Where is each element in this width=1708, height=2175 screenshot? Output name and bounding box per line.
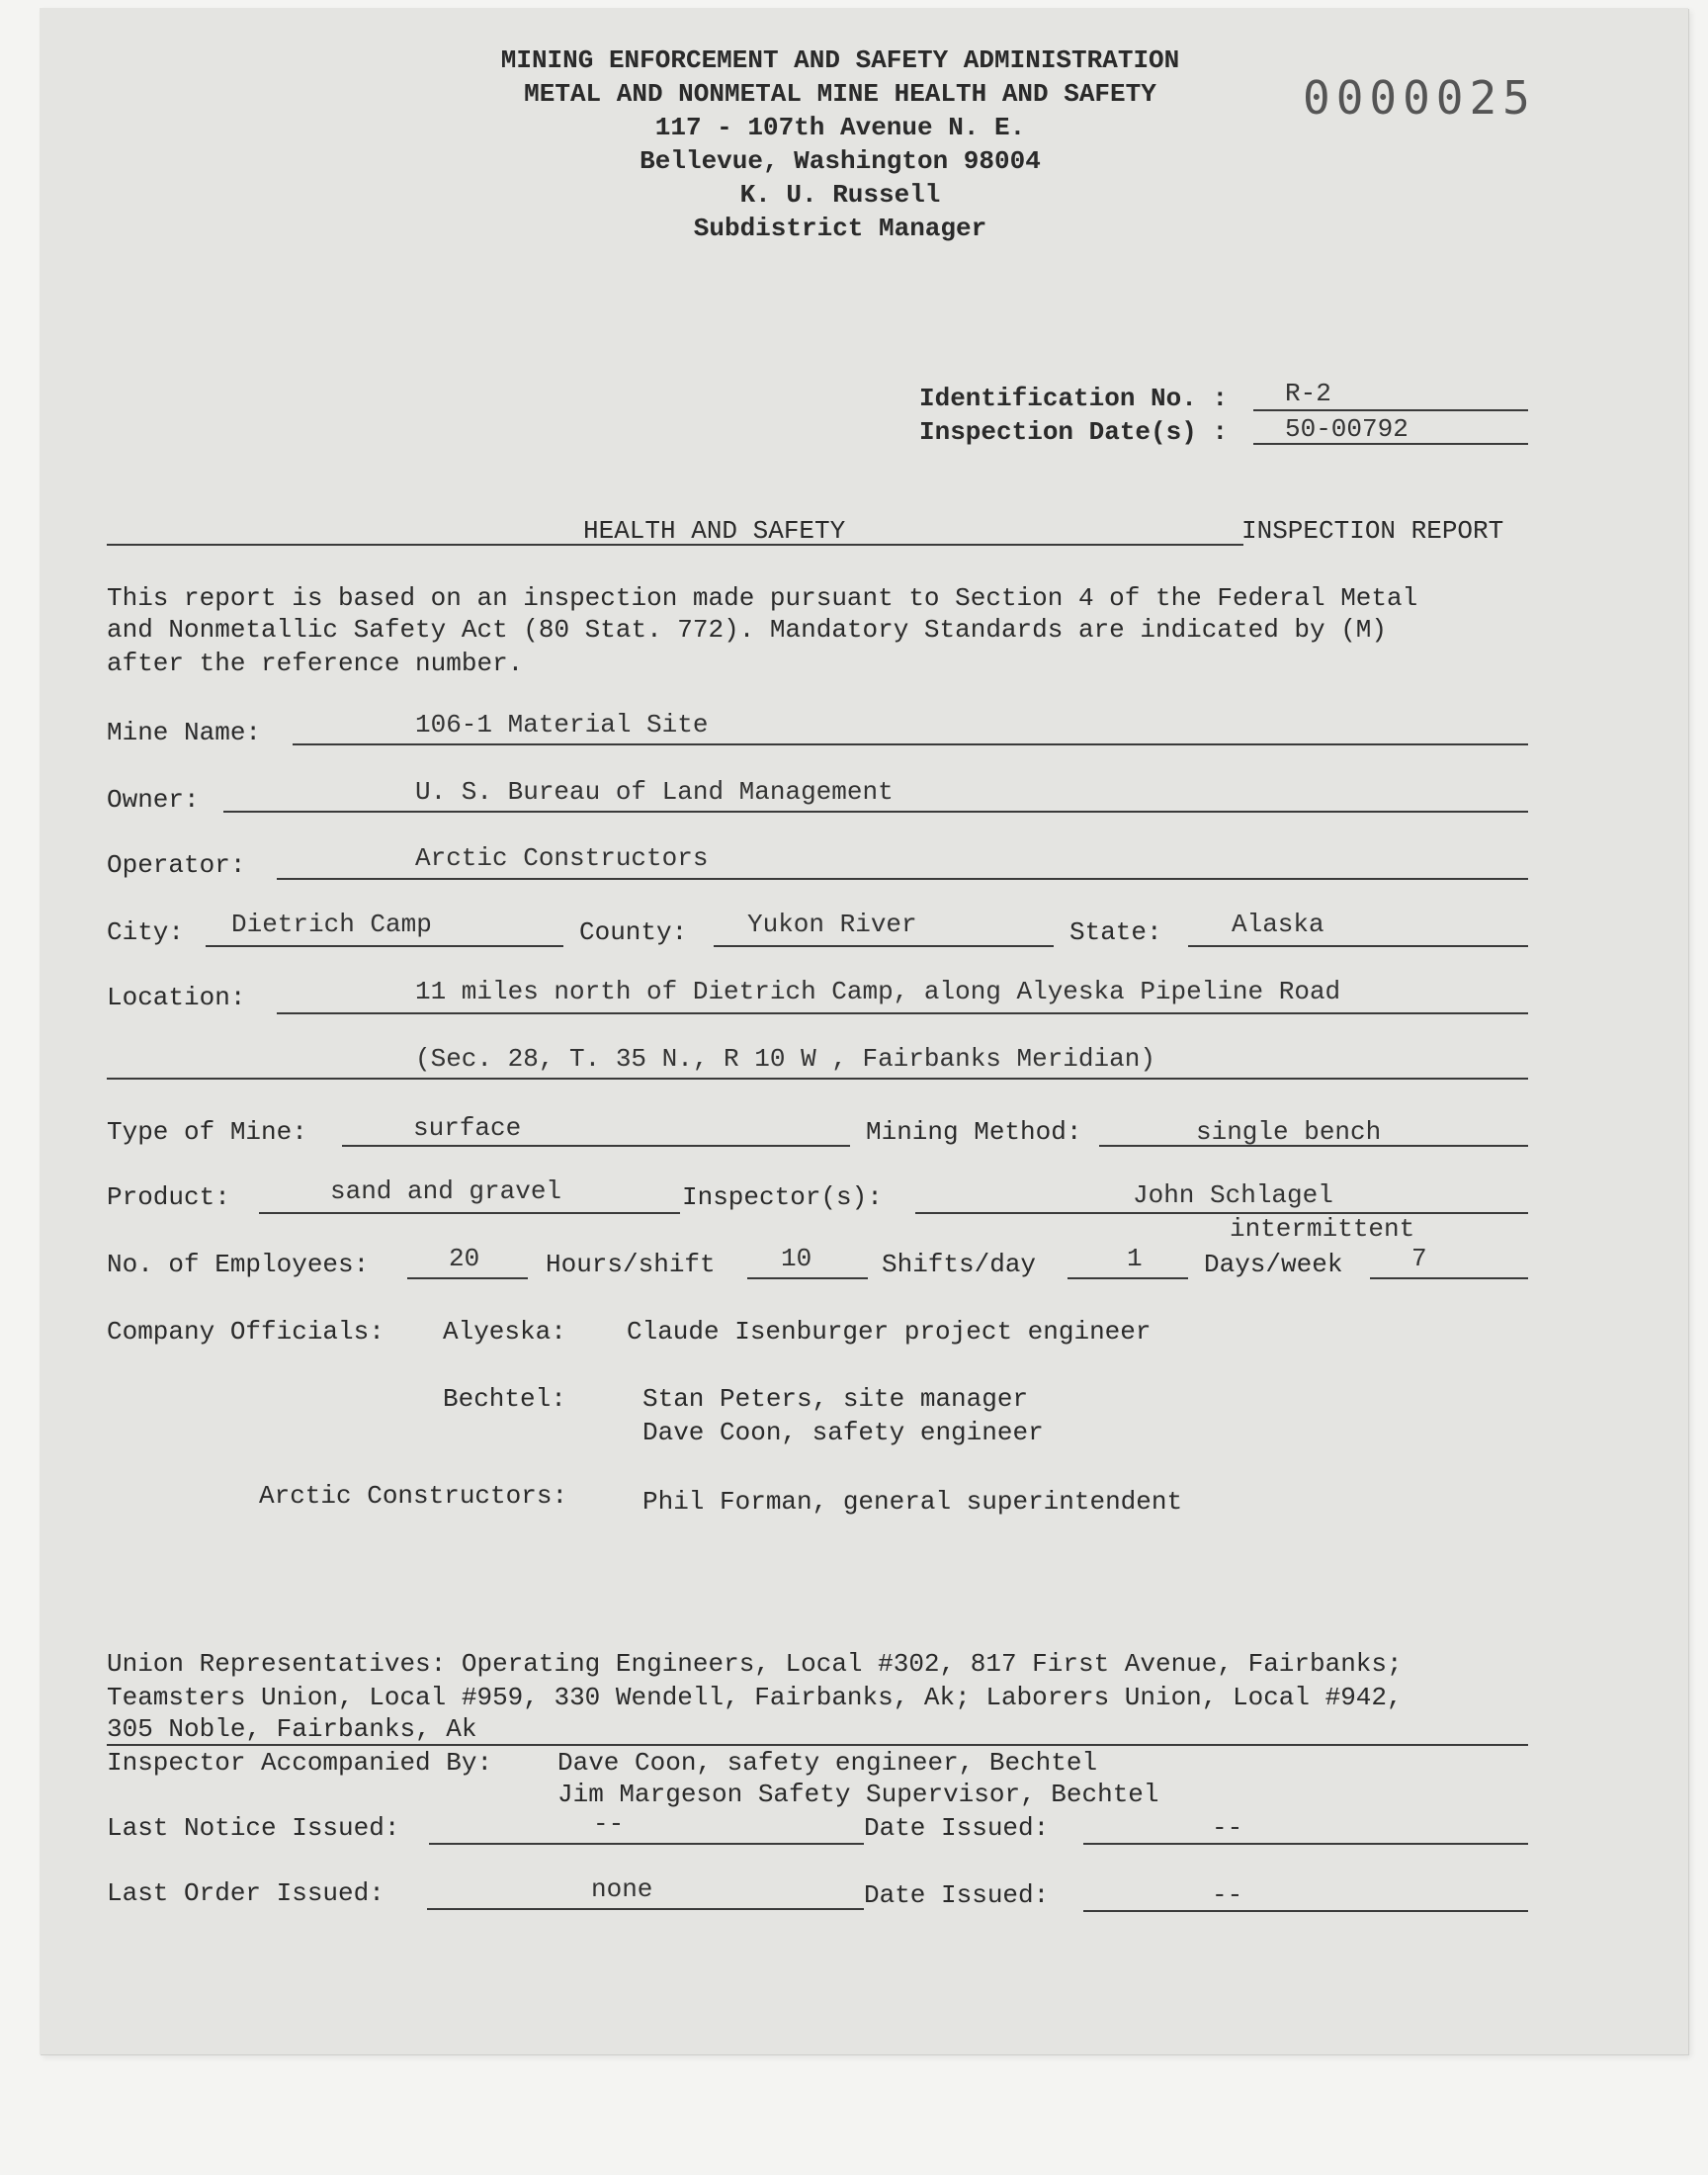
location-line-1: [277, 1012, 1528, 1014]
header-address1: 117 - 107th Avenue N. E.: [654, 113, 1026, 142]
order-date-label: Date Issued:: [864, 1880, 1050, 1910]
last-order-label: Last Order Issued:: [107, 1878, 384, 1908]
notice-date-value: --: [1212, 1813, 1243, 1843]
inspector-value: John Schlagel: [1133, 1180, 1333, 1210]
hours-shift-label: Hours/shift: [546, 1250, 716, 1279]
days-week-label: Days/week: [1204, 1250, 1343, 1279]
operator-label: Operator:: [107, 850, 246, 880]
location-value-2: (Sec. 28, T. 35 N., R 10 W , Fairbanks Meridian): [415, 1044, 1155, 1074]
owner-line: [223, 811, 1528, 813]
report-title-left: HEALTH AND SAFETY: [583, 516, 846, 546]
operator-line: [277, 878, 1528, 880]
bechtel-official-2: Dave Coon, safety engineer: [642, 1418, 1044, 1447]
days-week-line: [1370, 1277, 1528, 1279]
shifts-day-value: 1: [1127, 1244, 1143, 1273]
last-order-value: none: [591, 1874, 653, 1904]
shifts-day-line: [1068, 1277, 1188, 1279]
mine-name-label: Mine Name:: [107, 718, 262, 747]
union-line-1: Union Representatives: Operating Engineers, Local #302, 817 First Avenue, Fairbanks;: [107, 1649, 1403, 1679]
location-line-2: [107, 1078, 1528, 1080]
header-agency: MINING ENFORCEMENT AND SAFETY ADMINISTRATION: [500, 45, 1180, 75]
shifts-day-label: Shifts/day: [882, 1250, 1037, 1279]
intro-line-2: and Nonmetallic Safety Act (80 Stat. 772). Mandatory Standards are indicated by (M): [107, 615, 1388, 645]
mine-type-value: surface: [413, 1113, 522, 1143]
accompanied-label: Inspector Accompanied By:: [107, 1748, 493, 1778]
union-line-2: Teamsters Union, Local #959, 330 Wendell, Fairbanks, Ak; Laborers Union, Local #942,: [107, 1683, 1403, 1712]
employees-value: 20: [449, 1244, 480, 1273]
mining-method-value: single bench: [1196, 1117, 1382, 1147]
employees-line: [407, 1277, 528, 1279]
county-label: County:: [579, 917, 688, 947]
county-value: Yukon River: [747, 910, 917, 939]
last-notice-value: --: [593, 1809, 625, 1839]
intro-line-1: This report is based on an inspection made pursuant to Section 4 of the Federal Metal: [107, 583, 1418, 613]
state-line: [1188, 945, 1528, 947]
intro-line-3: after the reference number.: [107, 649, 524, 678]
owner-label: Owner:: [107, 785, 200, 815]
hours-shift-value: 10: [781, 1244, 812, 1273]
accompanied-line-2: Jim Margeson Safety Supervisor, Bechtel: [557, 1780, 1159, 1809]
notice-date-label: Date Issued:: [864, 1813, 1050, 1843]
union-line-3: 305 Noble, Fairbanks, Ak: [107, 1714, 477, 1744]
inspector-line: [915, 1212, 1528, 1214]
last-order-line: [427, 1908, 864, 1910]
identification-line: [1253, 409, 1528, 411]
state-value: Alaska: [1232, 910, 1324, 939]
state-label: State:: [1069, 917, 1162, 947]
days-week-value: 7: [1411, 1244, 1427, 1273]
last-notice-label: Last Notice Issued:: [107, 1813, 400, 1843]
city-label: City:: [107, 917, 185, 947]
arctic-constructors-official: Phil Forman, general superintendent: [642, 1487, 1183, 1517]
union-line: [107, 1744, 1528, 1746]
mining-method-label: Mining Method:: [866, 1117, 1082, 1147]
company-officials-label: Company Officials:: [107, 1317, 384, 1347]
hours-shift-line: [747, 1277, 868, 1279]
identification-value: R-2: [1285, 379, 1331, 408]
alyeska-label: Alyeska:: [443, 1317, 566, 1347]
mine-type-line: [342, 1145, 850, 1147]
identification-label: Identification No. :: [919, 384, 1229, 413]
location-label: Location:: [107, 983, 246, 1012]
inspector-note: intermittent: [1230, 1214, 1415, 1244]
city-line: [206, 945, 563, 947]
last-notice-line: [429, 1843, 864, 1845]
notice-date-line: [1083, 1843, 1528, 1845]
arctic-constructors-label: Arctic Constructors:: [259, 1481, 568, 1511]
product-line: [259, 1212, 680, 1214]
header-manager-title: Subdistrict Manager: [693, 214, 987, 243]
inspector-label: Inspector(s):: [682, 1182, 883, 1212]
header-division: METAL AND NONMETAL MINE HEALTH AND SAFETY: [524, 79, 1156, 109]
order-date-line: [1083, 1910, 1528, 1912]
header-manager-name: K. U. Russell: [739, 180, 941, 210]
mine-name-line: [293, 743, 1528, 745]
owner-value: U. S. Bureau of Land Management: [415, 777, 894, 807]
county-line: [714, 945, 1054, 947]
bechtel-official-1: Stan Peters, site manager: [642, 1384, 1029, 1414]
accompanied-line-1: Dave Coon, safety engineer, Bechtel: [557, 1748, 1098, 1778]
order-date-value: --: [1212, 1880, 1243, 1910]
product-label: Product:: [107, 1182, 230, 1212]
product-value: sand and gravel: [330, 1176, 562, 1206]
header-address2: Bellevue, Washington 98004: [640, 146, 1041, 176]
location-value-1: 11 miles north of Dietrich Camp, along Alyeska Pipeline Road: [415, 977, 1341, 1006]
report-title-right: INSPECTION REPORT: [1241, 516, 1504, 546]
document-number-stamp: 0000025: [1303, 71, 1536, 125]
mine-type-label: Type of Mine:: [107, 1117, 307, 1147]
alyeska-official: Claude Isenburger project engineer: [627, 1317, 1152, 1347]
inspection-date-value: 50-00792: [1285, 414, 1409, 444]
operator-value: Arctic Constructors: [415, 843, 709, 873]
city-value: Dietrich Camp: [231, 910, 432, 939]
mine-name-value: 106-1 Material Site: [415, 710, 709, 740]
bechtel-label: Bechtel:: [443, 1384, 566, 1414]
employees-label: No. of Employees:: [107, 1250, 370, 1279]
inspection-date-label: Inspection Date(s) :: [919, 417, 1229, 447]
